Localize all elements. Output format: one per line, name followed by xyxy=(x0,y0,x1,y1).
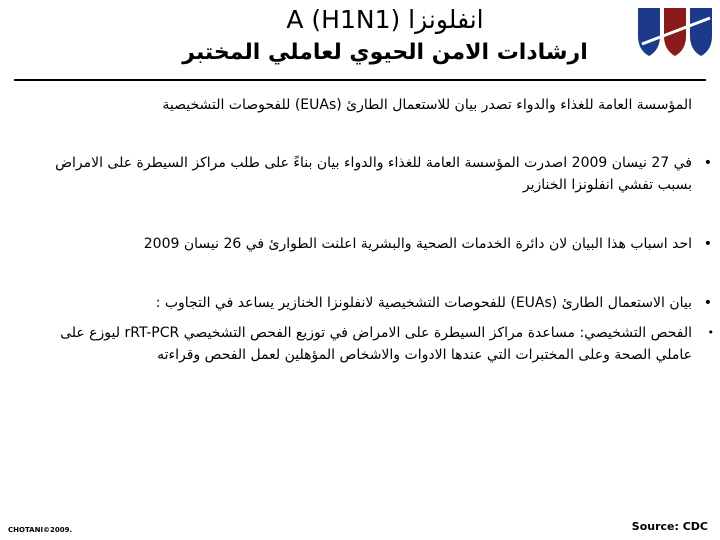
bullet-2 xyxy=(28,233,718,255)
sub-bullet-dot: • xyxy=(707,326,714,339)
sub-bullet-1-text: الفحص التشخيصي: مساعدة مراكز السيطرة على الامراض في توزيع الفحص التشخيصي rRT-PCR ليوزع على عاملي الصحة وعلى المختبرات التي عندها الادوات والاشخاص المؤهلين لعمل الفحص وقراءته xyxy=(60,325,692,363)
bullet-dot: • xyxy=(703,295,712,311)
bullet-1 xyxy=(28,152,718,196)
intro-text: المؤسسة العامة للغذاء والدواء تصدر بيان للاستعمال الطارئ (EUAs) للفحوصات التشخيصية xyxy=(162,97,692,113)
usf-logo xyxy=(630,0,720,66)
title-divider xyxy=(14,79,706,81)
bullet-dot: • xyxy=(703,155,712,171)
footer-copyright: CHOTANI©2009. xyxy=(8,526,73,534)
bullet-3 xyxy=(28,292,718,314)
title-line-1: انفلونزا A (H1N1) xyxy=(286,5,484,34)
sub-bullet-1 xyxy=(28,322,720,366)
title-line-2: ارشادات الامن الحيوي لعاملي المختبر xyxy=(182,40,588,65)
bullet-3-text: بيان الاستعمال الطارئ (EUAs) للفحوصات التشخيصية لانفلونزا الخنازير يساعد في التجاوب : xyxy=(155,295,692,311)
bullet-dot: • xyxy=(703,236,712,252)
footer-source: Source: CDC xyxy=(631,520,708,533)
bullet-1-text: في 27 نيسان 2009 اصدرت المؤسسة العامة للغذاء والدواء بيان بناءً على طلب مراكز السيطرة على الامراض بسبب تفشي انفلونزا الخنازير xyxy=(55,155,692,193)
bullet-2-text: احد اسباب هذا البيان لان دائرة الخدمات الصحية والبشرية اعلنت الطوارئ في 26 نيسان 2009 xyxy=(143,236,692,252)
